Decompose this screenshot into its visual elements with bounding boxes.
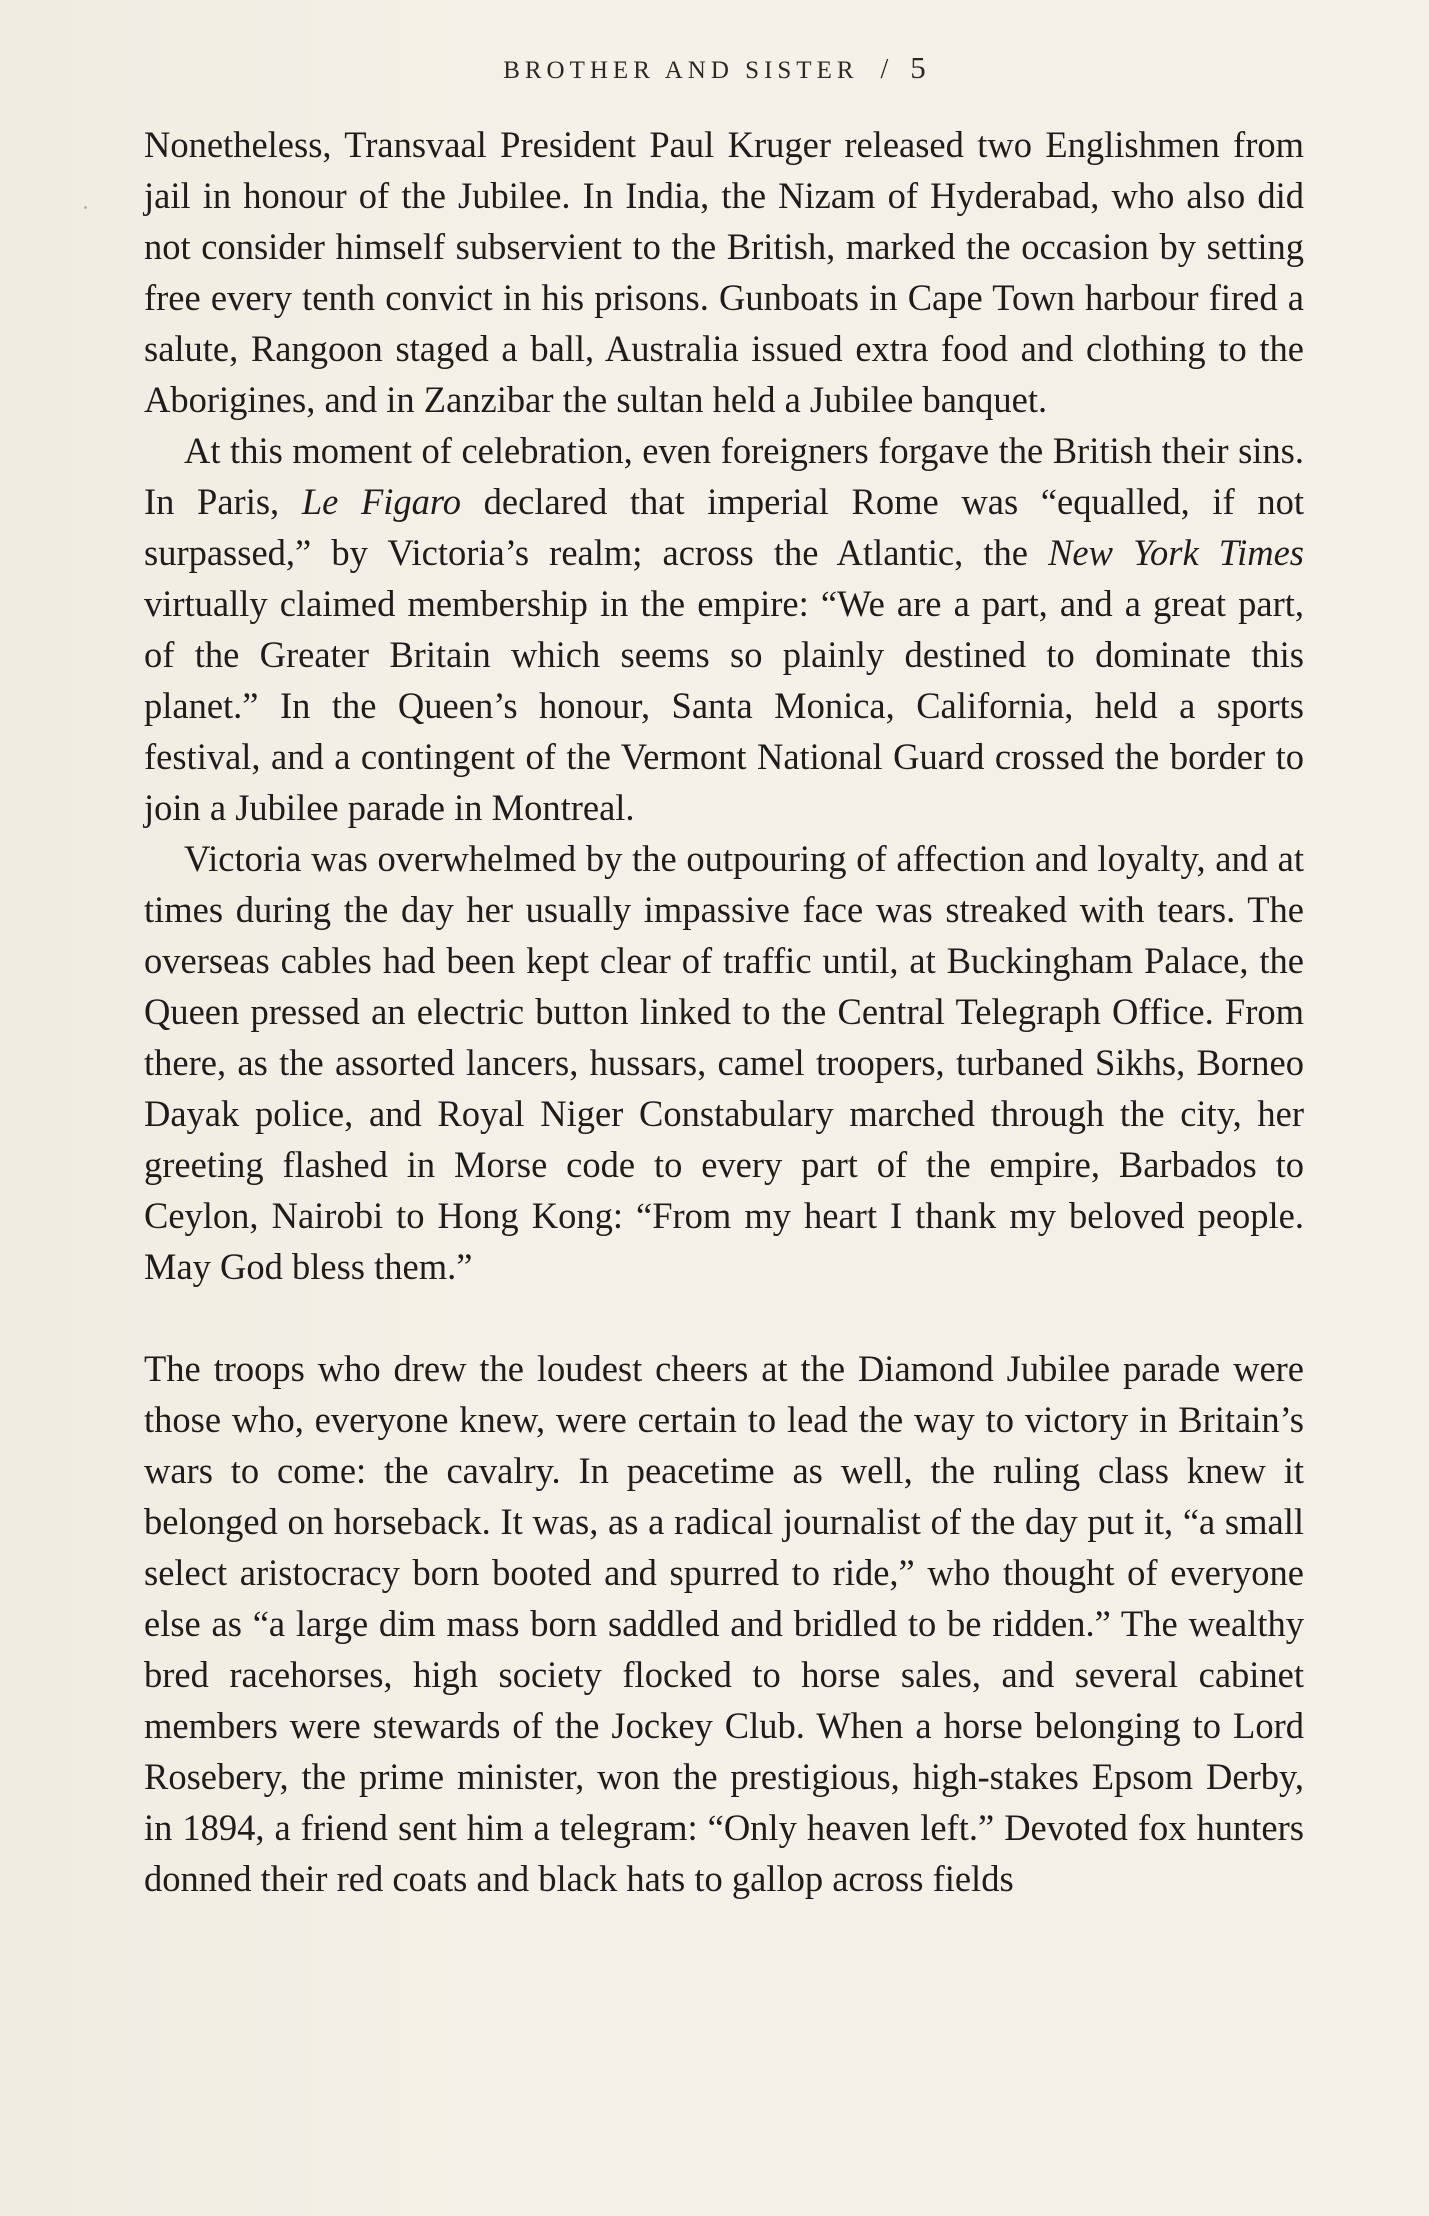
title-new-york-times: New York Times [1048, 532, 1304, 573]
running-head-separator: / [880, 54, 889, 85]
body-text [144, 119, 1304, 1904]
paragraph-4: The troops who drew the loudest cheers at the Diamond Jubilee parade were those who, everyone knew, were certain to lead the way to victory in Britain’s wars to come: the cavalry. In peacetime as well, the ruling class knew it belonged on horseback. It was, as a radical journalist of the day put it, “a small select aristocracy born booted and spurred to ride,” who thought of everyone else as “a large dim mass born saddled and bridled to be ridden.” The wealthy bred racehorses, high society flocked to horse sales, and several cabinet members were stewards of the Jockey Club. When a horse belonging to Lord Rosebery, the prime minister, won the prestigious, high-stakes Epsom Derby, in 1894, a friend sent him a telegram: “Only heaven left.” Devoted fox hunters donned their red coats and black hats to gallop across fields [144, 1348, 1304, 1899]
paragraph-2-part-a: At this moment of celebration, even foreigners forgave the British their sins. In Paris, [144, 430, 1304, 522]
running-title: BROTHER AND SISTER [503, 57, 859, 84]
running-head [0, 50, 1429, 86]
paragraph-2 [144, 425, 1304, 833]
page-number: 5 [910, 50, 926, 85]
paragraph-1: Nonetheless, Transvaal President Paul Kruger released two Englishmen from jail in honour of the Jubilee. In India, the Nizam of Hyderabad, who also did not consider himself subservient to the British, marked the occasion by setting free every tenth convict in his prisons. Gunboats in Cape Town harbour fired a salute, Rangoon staged a ball, Australia issued extra food and clothing to the Aborigines, and in Zanzibar the sultan held a Jubilee banquet. [144, 124, 1304, 420]
paper-speck [84, 206, 87, 209]
paragraph-3: Victoria was overwhelmed by the outpouring of affection and loyalty, and at times during the day her usually impassive face was streaked with tears. The overseas cables had been kept clear of traffic until, at Buckingham Palace, the Queen pressed an electric button linked to the Central Telegraph Office. From there, as the assorted lancers, hussars, camel troopers, turbaned Sikhs, Borneo Dayak police, and Royal Niger Constabulary marched through the city, her greeting flashed in Morse code to every part of the empire, Barbados to Ceylon, Nairobi to Hong Kong: “From my heart I thank my beloved people. May God bless them.” [144, 838, 1304, 1287]
title-le-figaro: Le Figaro [301, 481, 462, 522]
paragraph-2-part-b: declared that imperial Rome was “equalled, if not surpassed,” by Victoria’s realm; across the Atlantic, the [144, 481, 1304, 573]
paragraph-2-part-c: virtually claimed membership in the empire: “We are a part, and a great part, of the Greater Britain which seems so plainly destined to dominate this planet.” In the Queen’s honour, Santa Monica, California, held a sports festival, and a contingent of the Vermont National Guard crossed the border to join a Jubilee parade in Montreal. [144, 583, 1304, 828]
